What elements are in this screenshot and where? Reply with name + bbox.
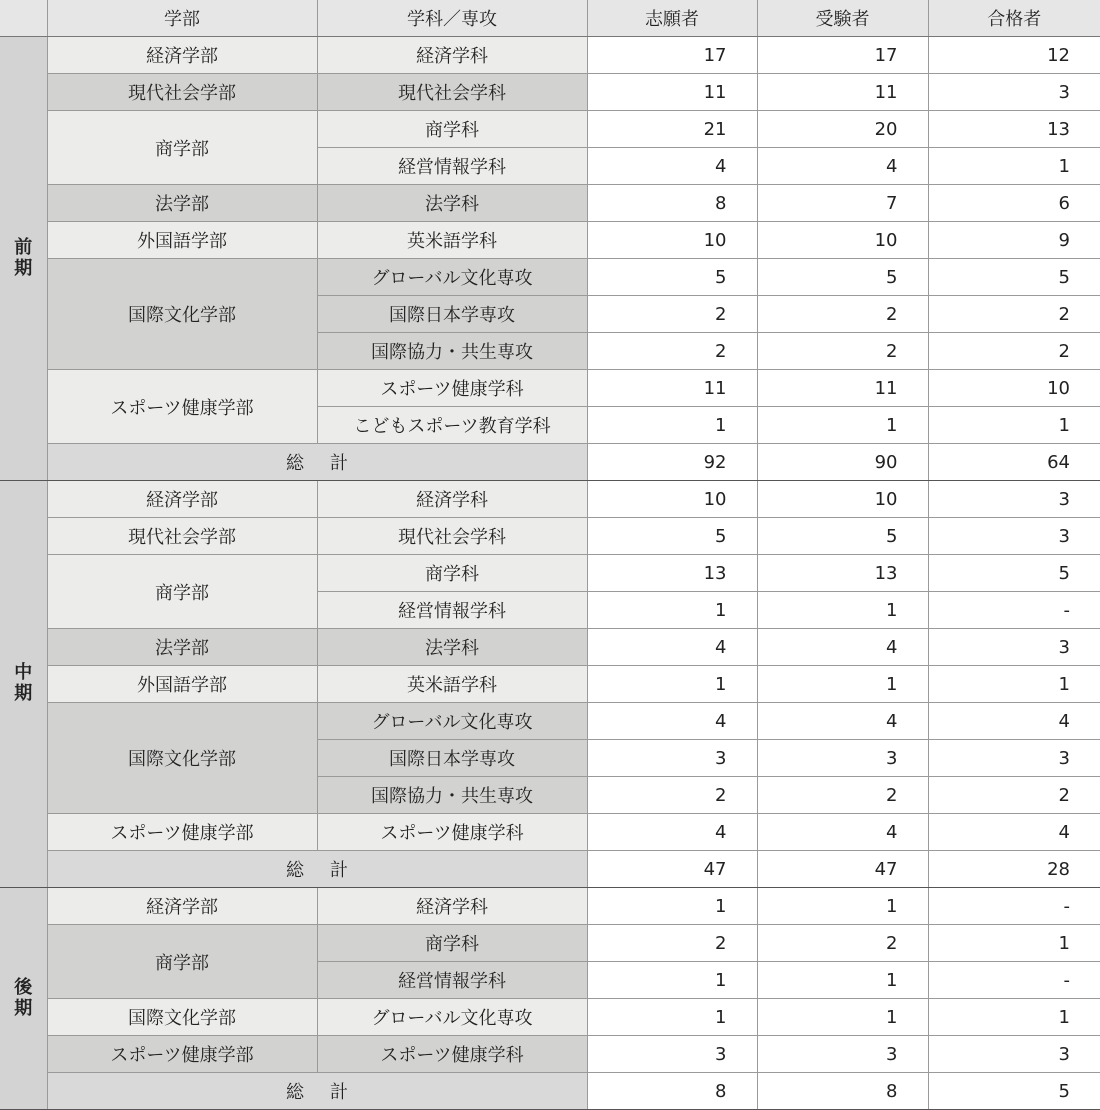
faculty-cell: 経済学部: [47, 888, 317, 925]
examinees-cell: 1: [757, 999, 928, 1036]
header-applicants: 志願者: [587, 0, 757, 37]
table-row: [0, 1036, 1100, 1073]
faculty-cell: 国際文化学部: [47, 259, 317, 370]
table-row: [0, 37, 1100, 74]
total-passed: 5: [928, 1073, 1100, 1110]
table-row: [0, 629, 1100, 666]
applicants-cell: 11: [587, 370, 757, 407]
applicants-cell: 21: [587, 111, 757, 148]
table-row: [0, 666, 1100, 703]
total-label: 総 計: [47, 444, 587, 481]
department-cell: こどもスポーツ教育学科: [317, 407, 587, 444]
total-examinees: 47: [757, 851, 928, 888]
applicants-cell: 5: [587, 518, 757, 555]
total-label: 総 計: [47, 1073, 587, 1110]
examinees-cell: 10: [757, 481, 928, 518]
passed-cell: -: [928, 888, 1100, 925]
total-row: [0, 444, 1100, 481]
examinees-cell: 20: [757, 111, 928, 148]
department-cell: 国際協力・共生専攻: [317, 777, 587, 814]
table-row: [0, 222, 1100, 259]
examinees-cell: 7: [757, 185, 928, 222]
applicants-cell: 13: [587, 555, 757, 592]
faculty-cell: スポーツ健康学部: [47, 1036, 317, 1073]
passed-cell: 1: [928, 666, 1100, 703]
table-row: [0, 814, 1100, 851]
examinees-cell: 2: [757, 777, 928, 814]
section-koki: [0, 888, 1100, 1110]
applicants-cell: 2: [587, 296, 757, 333]
faculty-cell: スポーツ健康学部: [47, 370, 317, 444]
faculty-cell: 法学部: [47, 629, 317, 666]
examinees-cell: 17: [757, 37, 928, 74]
passed-cell: 5: [928, 259, 1100, 296]
department-cell: スポーツ健康学科: [317, 1036, 587, 1073]
passed-cell: 2: [928, 333, 1100, 370]
table-row: [0, 925, 1100, 962]
faculty-cell: 商学部: [47, 555, 317, 629]
passed-cell: 3: [928, 1036, 1100, 1073]
applicants-cell: 2: [587, 925, 757, 962]
faculty-cell: 現代社会学部: [47, 74, 317, 111]
header-faculty: 学部: [47, 0, 317, 37]
examinees-cell: 3: [757, 1036, 928, 1073]
applicants-cell: 11: [587, 74, 757, 111]
table-row: [0, 888, 1100, 925]
passed-cell: 2: [928, 296, 1100, 333]
header-row: [0, 0, 1100, 37]
department-cell: 経営情報学科: [317, 962, 587, 999]
department-cell: 英米語学科: [317, 222, 587, 259]
total-examinees: 90: [757, 444, 928, 481]
examinees-cell: 1: [757, 666, 928, 703]
department-cell: 商学科: [317, 925, 587, 962]
header-passed: 合格者: [928, 0, 1100, 37]
department-cell: 現代社会学科: [317, 74, 587, 111]
total-passed: 64: [928, 444, 1100, 481]
passed-cell: 3: [928, 481, 1100, 518]
examinees-cell: 11: [757, 370, 928, 407]
department-cell: 法学科: [317, 185, 587, 222]
examinees-cell: 1: [757, 962, 928, 999]
department-cell: 商学科: [317, 555, 587, 592]
table-row: [0, 111, 1100, 148]
department-cell: 国際日本学専攻: [317, 296, 587, 333]
applicants-cell: 4: [587, 148, 757, 185]
department-cell: グローバル文化専攻: [317, 703, 587, 740]
applicants-cell: 3: [587, 740, 757, 777]
term-label: 中 期: [0, 481, 47, 888]
faculty-cell: 国際文化学部: [47, 999, 317, 1036]
department-cell: スポーツ健康学科: [317, 814, 587, 851]
applicants-cell: 2: [587, 777, 757, 814]
applicants-cell: 4: [587, 629, 757, 666]
examinees-cell: 10: [757, 222, 928, 259]
examinees-cell: 1: [757, 592, 928, 629]
term-label: 後 期: [0, 888, 47, 1110]
applicants-cell: 1: [587, 962, 757, 999]
passed-cell: 3: [928, 740, 1100, 777]
section-chuki: [0, 481, 1100, 888]
faculty-cell: 国際文化学部: [47, 703, 317, 814]
term-label: 前 期: [0, 37, 47, 481]
examinees-cell: 4: [757, 629, 928, 666]
total-passed: 28: [928, 851, 1100, 888]
total-row: [0, 851, 1100, 888]
department-cell: 国際協力・共生専攻: [317, 333, 587, 370]
applicants-cell: 4: [587, 703, 757, 740]
faculty-cell: スポーツ健康学部: [47, 814, 317, 851]
table-row: [0, 999, 1100, 1036]
passed-cell: 13: [928, 111, 1100, 148]
examinees-cell: 4: [757, 814, 928, 851]
faculty-cell: 現代社会学部: [47, 518, 317, 555]
department-cell: 経済学科: [317, 888, 587, 925]
faculty-cell: 商学部: [47, 925, 317, 999]
examinees-cell: 2: [757, 296, 928, 333]
examinees-cell: 11: [757, 74, 928, 111]
faculty-cell: 商学部: [47, 111, 317, 185]
total-row: [0, 1073, 1100, 1110]
passed-cell: 3: [928, 629, 1100, 666]
department-cell: 現代社会学科: [317, 518, 587, 555]
header-examinees: 受験者: [757, 0, 928, 37]
passed-cell: -: [928, 592, 1100, 629]
applicants-cell: 8: [587, 185, 757, 222]
examinees-cell: 5: [757, 518, 928, 555]
section-zenki: [0, 37, 1100, 481]
examinees-cell: 3: [757, 740, 928, 777]
passed-cell: 3: [928, 74, 1100, 111]
department-cell: 英米語学科: [317, 666, 587, 703]
table-row: [0, 481, 1100, 518]
passed-cell: -: [928, 962, 1100, 999]
faculty-cell: 法学部: [47, 185, 317, 222]
faculty-cell: 外国語学部: [47, 666, 317, 703]
passed-cell: 4: [928, 703, 1100, 740]
table-row: [0, 370, 1100, 407]
total-label: 総 計: [47, 851, 587, 888]
passed-cell: 12: [928, 37, 1100, 74]
passed-cell: 6: [928, 185, 1100, 222]
table-row: [0, 518, 1100, 555]
table-row: [0, 555, 1100, 592]
table-row: [0, 185, 1100, 222]
department-cell: 経済学科: [317, 37, 587, 74]
department-cell: 経済学科: [317, 481, 587, 518]
header-corner: [0, 0, 47, 37]
faculty-cell: 経済学部: [47, 481, 317, 518]
applicants-cell: 10: [587, 222, 757, 259]
faculty-cell: 外国語学部: [47, 222, 317, 259]
passed-cell: 10: [928, 370, 1100, 407]
applicants-cell: 1: [587, 666, 757, 703]
department-cell: 国際日本学専攻: [317, 740, 587, 777]
department-cell: スポーツ健康学科: [317, 370, 587, 407]
table-row: [0, 703, 1100, 740]
total-applicants: 8: [587, 1073, 757, 1110]
department-cell: グローバル文化専攻: [317, 259, 587, 296]
applicants-cell: 3: [587, 1036, 757, 1073]
examinees-cell: 2: [757, 333, 928, 370]
applicants-cell: 1: [587, 592, 757, 629]
passed-cell: 1: [928, 148, 1100, 185]
applicants-cell: 1: [587, 888, 757, 925]
table-row: [0, 74, 1100, 111]
examinees-cell: 5: [757, 259, 928, 296]
total-examinees: 8: [757, 1073, 928, 1110]
department-cell: 経営情報学科: [317, 592, 587, 629]
passed-cell: 2: [928, 777, 1100, 814]
department-cell: グローバル文化専攻: [317, 999, 587, 1036]
passed-cell: 1: [928, 407, 1100, 444]
applicants-cell: 17: [587, 37, 757, 74]
department-cell: 法学科: [317, 629, 587, 666]
examinees-cell: 4: [757, 703, 928, 740]
applicants-cell: 1: [587, 407, 757, 444]
applicants-cell: 10: [587, 481, 757, 518]
examinees-cell: 1: [757, 888, 928, 925]
department-cell: 経営情報学科: [317, 148, 587, 185]
passed-cell: 4: [928, 814, 1100, 851]
examinees-cell: 2: [757, 925, 928, 962]
examinees-cell: 4: [757, 148, 928, 185]
passed-cell: 5: [928, 555, 1100, 592]
applicants-cell: 1: [587, 999, 757, 1036]
passed-cell: 1: [928, 999, 1100, 1036]
passed-cell: 9: [928, 222, 1100, 259]
examinees-cell: 1: [757, 407, 928, 444]
applicants-cell: 4: [587, 814, 757, 851]
passed-cell: 3: [928, 518, 1100, 555]
total-applicants: 47: [587, 851, 757, 888]
table-row: [0, 259, 1100, 296]
examinees-cell: 13: [757, 555, 928, 592]
applicants-cell: 5: [587, 259, 757, 296]
department-cell: 商学科: [317, 111, 587, 148]
faculty-cell: 経済学部: [47, 37, 317, 74]
applicants-cell: 2: [587, 333, 757, 370]
header-department: 学科／専攻: [317, 0, 587, 37]
total-applicants: 92: [587, 444, 757, 481]
passed-cell: 1: [928, 925, 1100, 962]
